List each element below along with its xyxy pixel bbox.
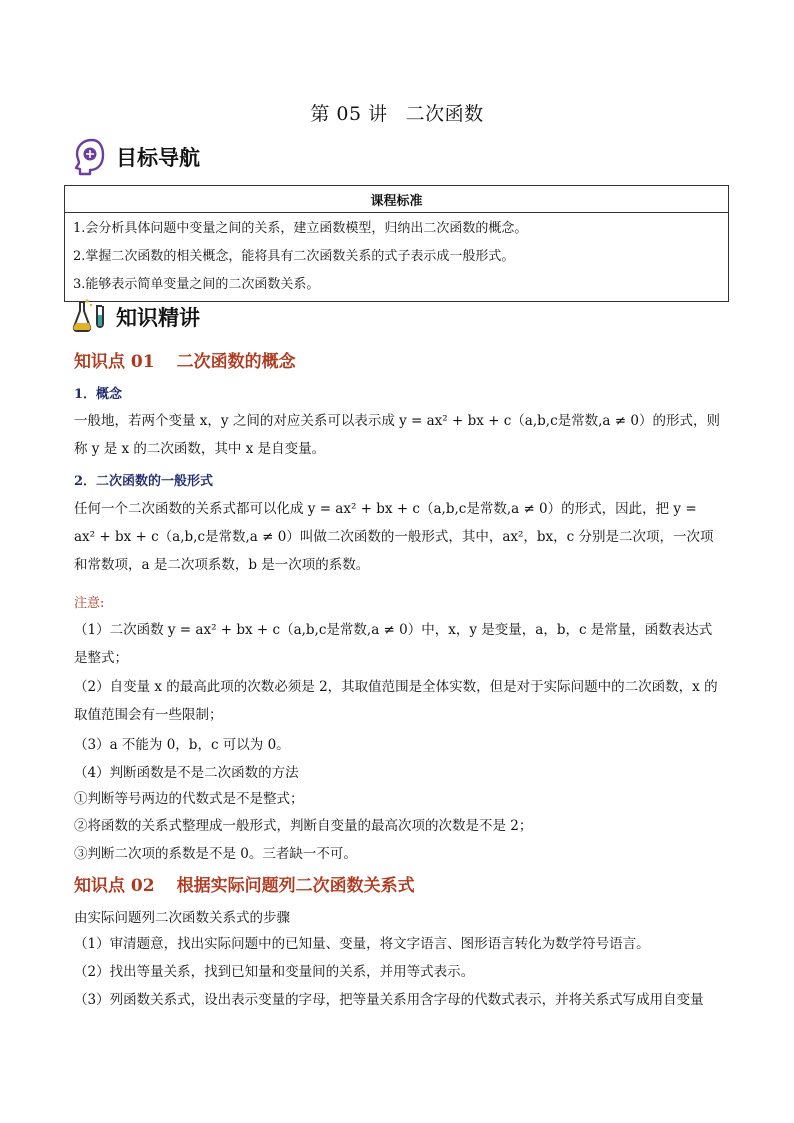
- step-1: （1）审清题意，找出实际问题中的已知量、变量，将文字语言、图形语言转化为数学符号语言。: [74, 936, 650, 952]
- subheading-concept: 1．概念: [74, 387, 123, 402]
- note-item-3: （3）a 不能为 0，b，c 可以为 0。: [74, 737, 290, 753]
- lab-flask-icon: [70, 297, 110, 337]
- kp1-label: 知识点 01: [74, 352, 155, 372]
- check-step-3: ③判断二次项的系数是不是 0。三者缺一不可。: [74, 846, 357, 862]
- curriculum-standards-table: [64, 185, 729, 302]
- note-item-1: （1）二次函数 y = ax² + bx + c（a,b,c是常数,a ≠ 0）中，x，y 是变量，a，b，c 是常量，函数表达式是整式；: [74, 622, 713, 666]
- kp2-label: 知识点 02: [74, 876, 155, 896]
- standards-header: 课程标准: [65, 186, 729, 213]
- title-sub: 二次函数: [405, 103, 484, 125]
- standard-item: 1.会分析具体问题中变量之间的关系，建立函数模型，归纳出二次函数的概念。: [73, 221, 528, 236]
- section-nav-label: 目标导航: [116, 146, 200, 170]
- note-item-2: （2）自变量 x 的最高此项的次数必须是 2，其取值范围是全体实数，但是对于实际问题中的二次函数，x 的取值范围会有一些限制；: [74, 679, 718, 723]
- kp1-title: 二次函数的概念: [176, 352, 296, 372]
- step-3: （3）列函数关系式，设出表示变量的字母，把等量关系用含字母的代数式表示，并将关系式写成用自变量: [74, 992, 704, 1008]
- note-item-4: （4）判断函数是不是二次函数的方法: [74, 765, 299, 781]
- paragraph-general-form: 任何一个二次函数的关系式都可以化成 y = ax² + bx + c（a,b,c是常数,a ≠ 0）的形式，因此，把 y = ax² + bx + c（a,b,c是常数,a ≠ 0）叫做二次函数的一般形式，其中，ax²，bx，c 分别是二次项，一次项和常数项，a 是二次项系数，b 是一次项的系数。: [74, 501, 714, 573]
- paragraph-concept: 一般地，若两个变量 x，y 之间的对应关系可以表示成 y = ax² + bx + c（a,b,c是常数,a ≠ 0）的形式，则称 y 是 x 的二次函数，其中 x 是自变量。: [74, 413, 720, 457]
- title-main: 第 05 讲: [310, 103, 388, 125]
- steps-intro: 由实际问题列二次函数关系式的步骤: [74, 910, 290, 926]
- page-title: [0, 99, 794, 126]
- standard-item: 3.能够表示简单变量之间的二次函数关系。: [73, 277, 320, 292]
- head-brain-icon: [70, 137, 110, 177]
- standards-body: [65, 213, 729, 302]
- kp2-title: 根据实际问题列二次函数关系式: [176, 876, 415, 896]
- check-step-1: ①判断等号两边的代数式是不是整式；: [74, 791, 304, 807]
- note-label: 注意:: [74, 596, 105, 611]
- section-nav-header: [70, 137, 200, 177]
- knowledge-point-01-heading: [74, 347, 296, 372]
- step-2: （2）找出等量关系，找到已知量和变量间的关系，并用等式表示。: [74, 964, 475, 980]
- section-knowledge-label: 知识精讲: [116, 306, 200, 330]
- knowledge-point-02-heading: [74, 871, 415, 896]
- section-knowledge-header: [70, 297, 200, 337]
- check-step-2: ②将函数的关系式整理成一般形式，判断自变量的最高次项的次数是不是 2；: [74, 818, 533, 834]
- standard-item: 2.掌握二次函数的相关概念，能将具有二次函数关系的式子表示成一般形式。: [73, 249, 515, 264]
- subheading-general-form: 2．二次函数的一般形式: [74, 474, 214, 489]
